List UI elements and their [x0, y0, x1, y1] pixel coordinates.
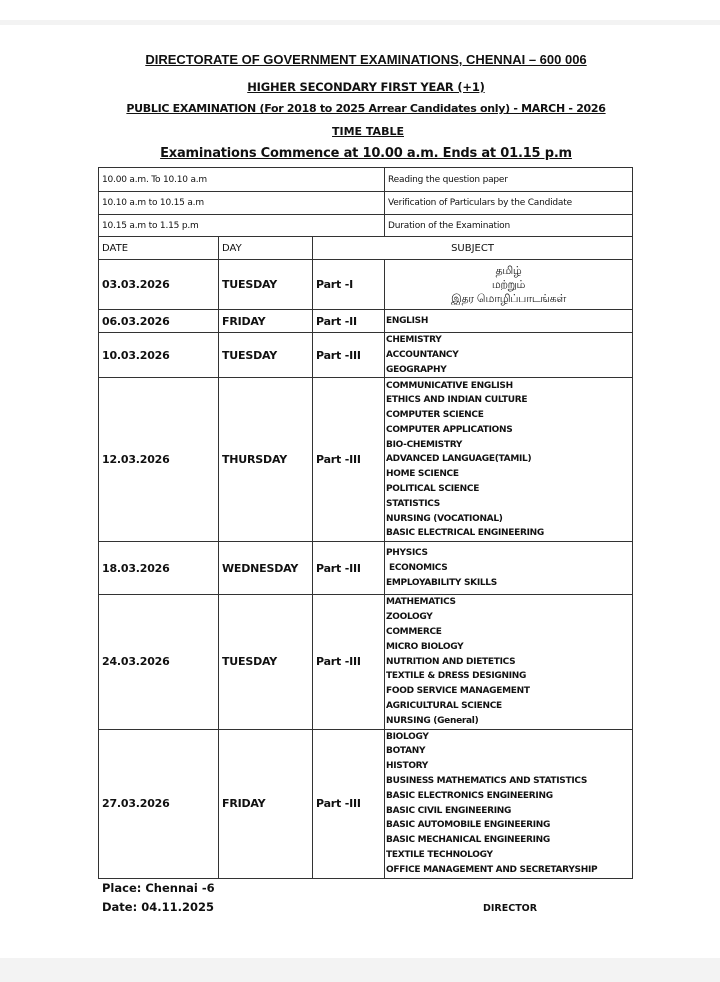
exam-date: 06.03.2026: [99, 310, 219, 333]
exam-part: Part -III: [313, 595, 385, 729]
subject-item: COMPUTER APPLICATIONS: [386, 424, 513, 435]
timing-activity: Duration of the Examination: [385, 215, 633, 237]
schedule-row: [99, 729, 633, 878]
subject-item: மற்றும்: [491, 277, 526, 291]
subject-item: HOME SCIENCE: [386, 469, 459, 480]
exam-timing-heading: Examinations Commence at 10.00 a.m. Ends at 01.15 p.m: [160, 146, 572, 161]
exam-day: FRIDAY: [219, 310, 313, 333]
subject-item: STATISTICS: [386, 498, 440, 509]
timing-row: [99, 192, 633, 215]
subject-item: NURSING (General): [386, 715, 479, 726]
exam-level-heading: HIGHER SECONDARY FIRST YEAR (+1): [247, 80, 485, 94]
exam-subjects: [385, 333, 633, 378]
subject-item: COMPUTER SCIENCE: [386, 410, 484, 421]
subject-item: ADVANCED LANGUAGE(TAMIL): [386, 454, 532, 465]
signatory-label: DIRECTOR: [483, 903, 538, 914]
subject-item: POLITICAL SCIENCE: [386, 484, 480, 495]
subject-item: COMMUNICATIVE ENGLISH: [386, 380, 513, 391]
place-label: Place: Chennai -6: [102, 881, 215, 895]
exam-day: THURSDAY: [219, 378, 313, 542]
subject-item: COMMERCE: [386, 626, 442, 637]
subject-item: ECONOMICS: [389, 562, 448, 573]
subject-item: TEXTILE & DRESS DESIGNING: [386, 671, 527, 682]
exam-subjects: [385, 260, 633, 310]
timing-time: 10.10 a.m to 10.15 a.m: [99, 192, 385, 215]
schedule-row: [99, 260, 633, 310]
subject-item: இதர மொழிப்பாடங்கள்: [451, 291, 566, 305]
directorate-heading: DIRECTORATE OF GOVERNMENT EXAMINATIONS, CHENNAI – 600 006: [145, 52, 587, 67]
subject-item: BASIC ELECTRONICS ENGINEERING: [386, 790, 553, 801]
exam-date: 10.03.2026: [99, 333, 219, 378]
schedule-row: [99, 333, 633, 378]
subject-item: TEXTILE TECHNOLOGY: [386, 849, 493, 860]
exam-subjects: [385, 729, 633, 878]
subject-item: BASIC MECHANICAL ENGINEERING: [386, 835, 550, 846]
subject-item: OFFICE MANAGEMENT AND SECRETARYSHIP: [386, 864, 598, 875]
exam-day: WEDNESDAY: [219, 542, 313, 595]
column-header-row: [99, 237, 633, 260]
exam-subjects: [385, 378, 633, 542]
schedule-row: [99, 595, 633, 729]
schedule-row: [99, 542, 633, 595]
schedule-row: [99, 310, 633, 333]
exam-subjects: [385, 542, 633, 595]
subject-item: BIOLOGY: [386, 731, 429, 742]
subject-item: BIO-CHEMISTRY: [386, 439, 463, 450]
subject-column-header: SUBJECT: [313, 237, 633, 260]
exam-part: Part -III: [313, 729, 385, 878]
subject-item: AGRICULTURAL SCIENCE: [386, 700, 502, 711]
subject-item: EMPLOYABILITY SKILLS: [386, 577, 497, 588]
timing-row: [99, 168, 633, 192]
timing-activity: Verification of Particulars by the Candidate: [385, 192, 633, 215]
exam-name-heading: PUBLIC EXAMINATION (For 2018 to 2025 Arrear Candidates only) - MARCH - 2026: [126, 102, 606, 115]
exam-date: 18.03.2026: [99, 542, 219, 595]
day-column-header: DAY: [219, 237, 313, 260]
exam-part: Part -I: [313, 260, 385, 310]
exam-day: TUESDAY: [219, 333, 313, 378]
date-column-header: DATE: [99, 237, 219, 260]
subject-item: BUSINESS MATHEMATICS AND STATISTICS: [386, 775, 588, 786]
exam-part: Part -III: [313, 542, 385, 595]
timing-time: 10.00 a.m. To 10.10 a.m: [99, 168, 385, 192]
subject-item: CHEMISTRY: [386, 335, 442, 345]
subject-item: தமிழ்: [495, 263, 522, 277]
subject-item: NUTRITION AND DIETETICS: [386, 656, 516, 667]
exam-part: Part -III: [313, 333, 385, 378]
subject-item: BASIC AUTOMOBILE ENGINEERING: [386, 820, 551, 831]
exam-date: 03.03.2026: [99, 260, 219, 310]
subject-item: ACCOUNTANCY: [386, 349, 459, 360]
timetable: [98, 167, 633, 879]
exam-subjects: [385, 310, 633, 333]
exam-subjects: [385, 595, 633, 729]
exam-day: TUESDAY: [219, 595, 313, 729]
timing-time: 10.15 a.m to 1.15 p.m: [99, 215, 385, 237]
bottom-margin: [0, 958, 720, 982]
subject-item: BASIC ELECTRICAL ENGINEERING: [386, 528, 544, 539]
subject-item: GEOGRAPHY: [386, 364, 447, 375]
exam-date: 24.03.2026: [99, 595, 219, 729]
subject-item: PHYSICS: [386, 548, 428, 559]
exam-day: TUESDAY: [219, 260, 313, 310]
subject-item: FOOD SERVICE MANAGEMENT: [386, 686, 530, 697]
subject-item: ETHICS AND INDIAN CULTURE: [386, 395, 528, 406]
schedule-row: [99, 378, 633, 542]
subject-item: NURSING (VOCATIONAL): [386, 513, 503, 524]
subject-item: MICRO BIOLOGY: [386, 641, 464, 652]
exam-date: 12.03.2026: [99, 378, 219, 542]
time-table-heading: TIME TABLE: [332, 125, 404, 138]
subject-item: BOTANY: [386, 746, 426, 757]
top-margin: [0, 0, 720, 25]
subject-item: HISTORY: [386, 761, 429, 772]
exam-day: FRIDAY: [219, 729, 313, 878]
subject-item: ENGLISH: [386, 315, 429, 326]
timing-row: [99, 215, 633, 237]
subject-item: MATHEMATICS: [386, 597, 456, 608]
subject-item: ZOOLOGY: [386, 612, 433, 623]
issue-date-label: Date: 04.11.2025: [102, 900, 214, 914]
exam-part: Part -III: [313, 378, 385, 542]
exam-date: 27.03.2026: [99, 729, 219, 878]
exam-part: Part -II: [313, 310, 385, 333]
subject-item: BASIC CIVIL ENGINEERING: [386, 805, 512, 816]
timing-activity: Reading the question paper: [385, 168, 633, 192]
